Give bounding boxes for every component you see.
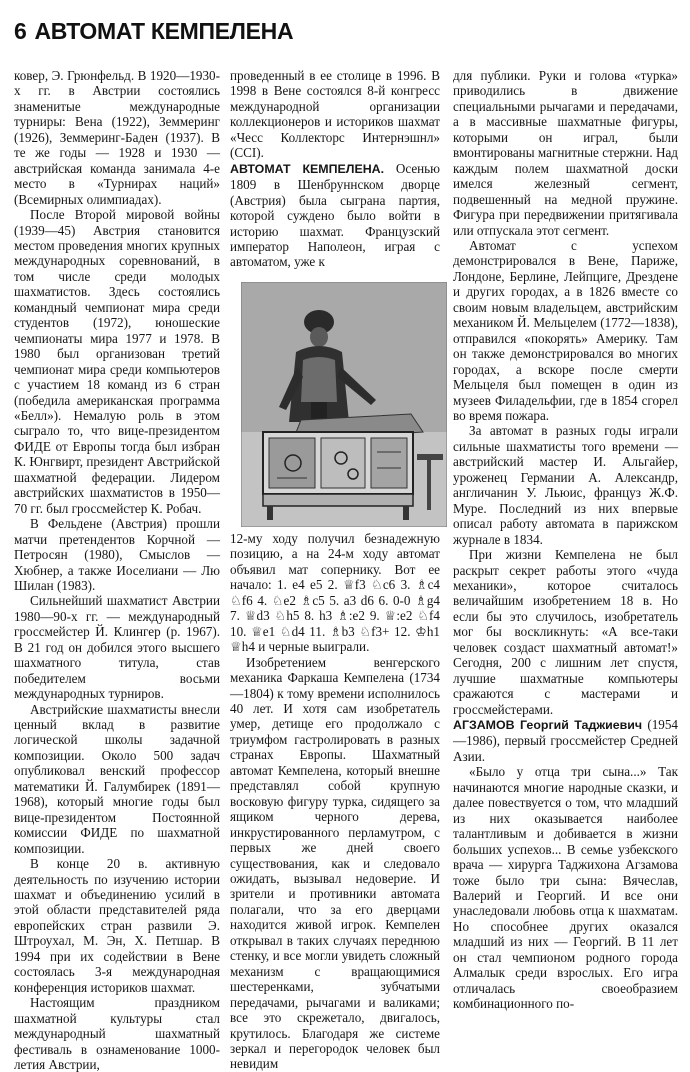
paragraph: «Было у отца три сына...» Так начинаются многие народные сказки, и далее повествуется о том, что младший из них оказывается наиболее талантливым и добивается в жизни больших успехов... В семье узбекского врача — хирурга Таджихона Агзамова тоже было три сына: Вячеслав, Валерий и Георгий. И все они унаследовали любовь отца к шахматам. Но способнее других оказался младший из них — Георгий. В 11 лет он стал чемпионом родного города Алмалык среди взрослых. Его игра отличалась своеобразием комбинационного по- <box>453 764 678 1012</box>
paragraph: проведенный в ее столице в 1996. В 1998 в Вене состоялся 8-й конгресс международной организации коллекционеров и историков шахмат «Чесс Коллекторс Интернэшнл» (ССI). <box>230 68 440 161</box>
article-paragraph <box>230 161 440 270</box>
page-title: АВТОМАТ КЕМПЕЛЕНА <box>34 18 294 44</box>
paragraph: 12-му ходу получил безнадежную позицию, а на 24-м ходу автомат объявил мат сопернику. Вот ее начало: 1. e4 e5 2. ♕f3 ♘c6 3. ♗c4 ♘f6 4. ♘e2 ♗c5 5. a3 d6 6. 0-0 ♗g4 7. ♕d3 ♘h5 8. h3 ♗:e2 9. ♕:e2 ♘f4 10. ♕e1 ♘d4 11. ♗b3 ♘f3+ 12. ♔h1 ♕h4 и черные выиграли. <box>230 531 440 655</box>
entry-intro: (1954—1986), первый гроссмейстер Средней Азии. <box>453 717 678 764</box>
paragraph: За автомат в разных годы играли сильные шахматисты того времени — австрийский мастер И. Альгайер, уроженец Германии А. Александр, англичанин У. Льюис, француз Ж.Ф. Муре. Последний из них впервые описал работу автомата в парижском журнале в 1834. <box>453 423 678 547</box>
article-heading: АВТОМАТ КЕМПЕЛЕНА. <box>230 161 385 176</box>
entry-heading: АГЗАМОВ <box>453 718 515 733</box>
paragraph: ковер, Э. Грюнфельд. В 1920—1930-х гг. в Австрии состоялись знаменитые международные турниры: Вена (1922), Земмеринг (1926), Земмеринг-Баден (1937). В те же годы — 1928 и 1930 — австрийская команда занимала 4-е место в «Турнирах наций» (Всемирных олимпиадах). <box>14 68 220 207</box>
page-header <box>14 18 293 45</box>
paragraph: Настоящим праздником шахматной культуры стал международный шахматный фестиваль в ознаменование 1000-летия Австрии, <box>14 995 220 1072</box>
page-number: 6 <box>14 18 27 44</box>
column-1 <box>14 68 220 1072</box>
paragraph: Изобретением венгерского механика Фаркаша Кемпелена (1734—1804) к тому времени исполнилось 40 лет. И хотя сам изобретатель умер, детище его продолжало с триумфом гастролировать в разных странах Европы. Шахматный автомат Кемпелена, который внешне представлял собой крупную восковую фигуру турка, сидящего за ящиком черного дерева, инкрустированного перламутром, с первых же дней своего существования, как и следовало ожидать, вызывал недоверие. И зрители и противники автомата полагали, что за его дверцами находится живой игрок. Кемпелен открывал в таких случаях переднюю стенку, и все могли увидеть сложный механизм с вращающимися шестеренками, зубчатыми передачами, рычагами и валиками; все это скрежетало, двигалось, крутилось. Благодаря же системе зеркал и перегородок человек был невидим <box>230 654 440 1072</box>
column-2-bottom <box>230 531 440 1072</box>
paragraph: Сильнейший шахматист Австрии 1980—90-х гг. — международный гроссмейстер Й. Клингер (р. 1967). В 21 год он добился этого высшего шахматного титула, став победителем восьми международных турниров. <box>14 593 220 702</box>
paragraph: Австрийские шахматисты внесли ценный вклад в развитие логической школы задачной композиции. Около 500 задач опубликовал венский профессор математики Й. Галумбирек (1891—1968), который многие годы был вице-президентом Постоянной комиссии ФИДЕ по шахматной композиции. <box>14 701 220 856</box>
paragraph: для публики. Руки и голова «турка» приводились в движение специальными рычагами и передачами, а в массивные шахматные фигуры, которыми он играл, были вмонтированы магнитные стержни. Над каждым полем шахматной доски имелся железный сегмент, подвешенный на медной пружине. Фигура при передвижении притягивала или отпускала этот сегмент. <box>453 68 678 238</box>
paragraph: В конце 20 в. активную деятельность по изучению истории шахмат и объединению усилий в этой области представителей ряда европейских стран развили Э. Штроухал, М. Эн, Х. Петшар. В 1994 при их содействии в Вене состоялась 3-я международная конференция историков шахмат. <box>14 856 220 995</box>
column-3 <box>453 68 678 1012</box>
entry-name: Георгий Таджиевич <box>514 718 643 733</box>
paragraph: При жизни Кемпелена не был раскрыт секрет работы этого «чуда механики», которое считалось величайшим изобретением 18 в. Но если бы это случилось, изобретатель мог бы воскликнуть: «А все-таки человек создаст шахматный автомат!» Сегодня, 200 с лишним лет спустя, лучшие шахматные компьютеры сражаются с мастерами и гроссмейстерами. <box>453 547 678 717</box>
automaton-illustration <box>241 282 447 527</box>
paragraph: Автомат с успехом демонстрировался в Вене, Париже, Лондоне, Берлине, Лейпциге, Дрездене и других городах, а в 1826 вместе со своим новым владельцем, австрийским механиком Й. Мельцелем (1772—1838), отправился «покорять» Америку. Там он также демонстрировался во многих городах, а вскоре после смерти Мельцеля был помещен в один из музеев Филадельфии, где в 1854 сгорел во время пожара. <box>453 237 678 423</box>
paragraph: После Второй мировой войны (1939—45) Австрия становится местом проведения многих крупных международных соревнований, в том числе среди молодых шахматистов. Здесь состоялись командный чемпионат мира среди студентов (1972), юношеские чемпионаты мира 1977 и 1978. В 1980 был организован третий чемпионат мира среди компьютеров с участием 18 команд из 6 стран (победила американская программа «Белл»). Немалую роль в этом сыграло то, что вице-президентом ФИДЕ от Европы тогда был избран К. Юнгвирт, президент Австрийской шахматной федерации. Лидером австрийских шахматистов в 1950—70 гг. был гроссмейстер К. Робач. <box>14 207 220 516</box>
paragraph: В Фельдене (Австрия) прошли матчи претендентов Корчной — Петросян (1980), Смыслов — Хюбнер, а также Иоселиани — Лю Шилан (1983). <box>14 516 220 593</box>
entry-paragraph <box>453 717 678 764</box>
column-2-top <box>230 68 440 270</box>
article-intro: Осенью 1809 в Шенбруннском дворце (Австрия) была сыграна партия, которой суждено было войти в историю шахмат. Французский император Наполеон, играя с автоматом, уже к <box>230 160 440 270</box>
automaton-photo <box>241 282 447 527</box>
